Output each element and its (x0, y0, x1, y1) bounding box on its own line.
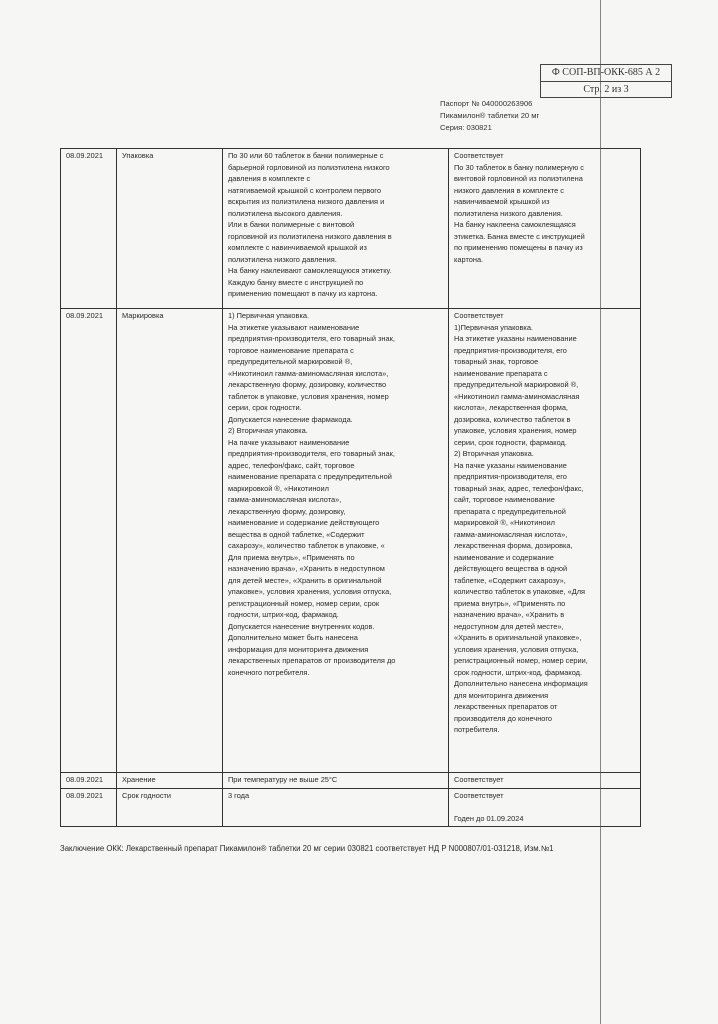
row-requirement: 3 года (223, 788, 449, 827)
row-indicator: Упаковка (117, 149, 223, 309)
row-result: Соответствует 1)Первичная упаковка. На этикетке указаны наименование предприятия-производителя, его товарный знак, торговое наименование препарата с предупредительной маркировкой ®, «Никотиноил гамма-аминомасляная кислота», лекарственная форма, дозировка, количество таблеток в упаковке, условия хранения, номер серии, срок годности, фармакод. 2) Вторичная упаковка. На пачке указаны наименование предприятия-производителя, его товарный знак, адрес, телефон/факс, сайт, торговое наименование препарата с предупредительной маркировкой ®, «Никотиноил гамма-аминомасляная кислота», лекарственная форма, дозировка, наименование и содержание действующего вещества в одной таблетке, «Содержит сахарозу», количество таблеток в упаковке, «Для приема внутрь», «Применять по назначению врача», «Хранить в недоступном для детей месте», «Хранить в оригинальной упаковке», условия хранения, условия отпуска, регистрационный номер, номер серии, срок годности, штрих-код, фармакод. Дополнительно нанесена информация для мониторинга движения лекарственных препаратов от производителя до конечного потребителя. (449, 309, 641, 773)
row-indicator: Хранение (117, 773, 223, 789)
form-code: Ф СОП-ВП-ОКК-685 А 2 (551, 67, 661, 78)
row-result: Соответствует (449, 773, 641, 789)
row-result: Соответствует Годен до 01.09.2024 (449, 788, 641, 827)
scan-artifact-line (600, 0, 601, 1024)
row-indicator: Маркировка (117, 309, 223, 773)
row-date: 08.09.2021 (61, 149, 117, 309)
row-date: 08.09.2021 (61, 788, 117, 827)
row-result: Соответствует По 30 таблеток в банку полимерную с винтовой горловиной из полиэтилена низкого давления в комплекте с навинчиваемой крышкой из полиэтилена низкого давления. На банку наклеена самоклеящаяся этикетка. Банка вместе с инструкцией по применению помещены в пачку из картона. (449, 149, 641, 309)
page-number: Стр. 2 из 3 (541, 81, 671, 98)
product-name: Пикамилон® таблетки 20 мг (440, 111, 540, 120)
conclusion-text: Заключение ОКК: Лекарственный препарат Пикамилон® таблетки 20 мг серии 030821 соответствует НД Р N000807/01-031218, Изм.№1 (60, 844, 554, 853)
table-row (61, 788, 641, 827)
row-requirement: При температуру не выше 25°С (223, 773, 449, 789)
row-date: 08.09.2021 (61, 309, 117, 773)
row-indicator: Срок годности (117, 788, 223, 827)
passport-header (440, 98, 539, 134)
table-row (61, 149, 641, 309)
test-results-table (60, 148, 641, 827)
row-requirement: 1) Первичная упаковка. На этикетке указывают наименование предприятия-производителя, его товарный знак, торговое наименование препарата с предупредительной маркировкой ®, «Никотиноил гамма-аминомасляная кислота», лекарственную форму, дозировку, количество таблеток в упаковке, условия хранения, номер серии, срок годности. Допускается нанесение фармакода. 2) Вторичная упаковка. На пачке указывают наименование предприятия-производителя, его товарный знак, адрес, телефон/факс, сайт, торговое наименование препарата с предупредительной маркировкой ®, «Никотиноил гамма-аминомасляная кислота», лекарственную форму, дозировку, наименование и содержание действующего вещества в одной таблетке, «Содержит сахарозу», количество таблеток в упаковке, « Для приема внутрь», «Применять по назначению врача», «Хранить в недоступном для детей месте», «Хранить в оригинальной упаковке», условия хранения, условия отпуска, регистрационный номер, номер серии, срок годности, штрих-код, фармакод. Допускается нанесение внутренних кодов. Дополнительно может быть нанесена информация для мониторинга движения лекарственных препаратов от производителя до конечного потребителя. (223, 309, 449, 773)
row-requirement: По 30 или 60 таблеток в банки полимерные с барьерной горловиной из полиэтилена низкого давления в комплекте с натягиваемой крышкой с контролем первого вскрытия из полиэтилена низкого давления и полиэтилена высокого давления. Или в банки полимерные с винтовой горловиной из полиэтилена низкого давления в комплекте с навинчиваемой крышкой из полиэтилена низкого давления. На банку наклеивают самоклеящуюся этикетку. Каждую банку вместе с инструкцией по применению помещают в пачку из картона. (223, 149, 449, 309)
table-row (61, 309, 641, 773)
table-row (61, 773, 641, 789)
passport-number: Паспорт № 040000263906 (440, 99, 533, 108)
row-date: 08.09.2021 (61, 773, 117, 789)
form-code-box (540, 64, 672, 98)
series-number: Серия: 030821 (440, 123, 492, 132)
